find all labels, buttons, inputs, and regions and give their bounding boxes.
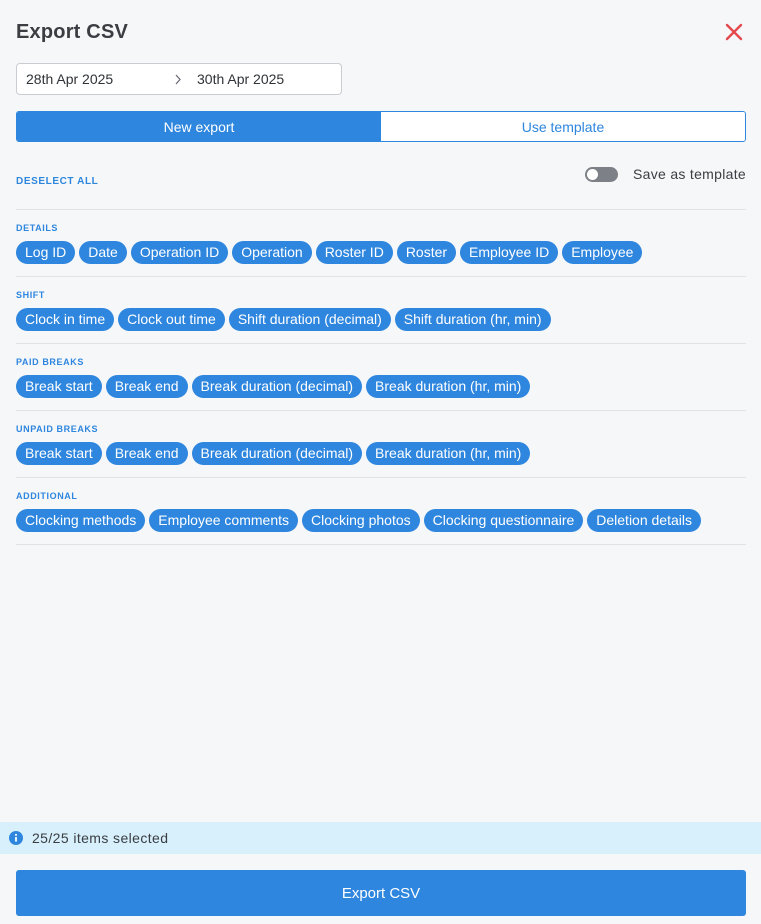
column-chip[interactable]: Employee comments (149, 509, 298, 532)
selection-status-bar (0, 822, 761, 854)
end-date[interactable]: 30th Apr 2025 (197, 71, 285, 87)
save-template-toggle[interactable] (585, 167, 618, 182)
deselect-all-button[interactable]: DESELECT ALL (16, 175, 99, 187)
chevron-right-icon (167, 74, 189, 85)
section-paid-breaks (16, 343, 746, 410)
modal-header (16, 18, 745, 46)
export-csv-button[interactable]: Export CSV (16, 870, 746, 916)
start-date[interactable]: 28th Apr 2025 (26, 71, 114, 87)
save-template-label: Save as template (633, 166, 746, 182)
section-title: DETAILS (16, 223, 59, 233)
section-additional (16, 477, 746, 545)
column-chip[interactable]: Operation ID (131, 241, 228, 264)
column-chip[interactable]: Log ID (16, 241, 75, 264)
column-chip[interactable]: Break duration (hr, min) (366, 375, 530, 398)
column-chip[interactable]: Break end (106, 375, 188, 398)
column-chip[interactable]: Employee ID (460, 241, 558, 264)
date-range-picker[interactable] (16, 63, 342, 95)
section-unpaid-breaks (16, 410, 746, 477)
selection-toolbar (16, 163, 746, 185)
chip-list (16, 442, 746, 465)
page-title: Export CSV (16, 20, 129, 43)
column-chip[interactable]: Break duration (decimal) (192, 375, 363, 398)
column-chip[interactable]: Break start (16, 442, 102, 465)
chip-list (16, 375, 746, 398)
column-chip[interactable]: Deletion details (587, 509, 701, 532)
section-title: SHIFT (16, 290, 45, 300)
section-title: PAID BREAKS (16, 357, 84, 367)
column-chip[interactable]: Clock in time (16, 308, 114, 331)
selected-count: 25/25 items selected (32, 830, 169, 846)
export-mode-tabs (16, 111, 746, 142)
close-icon (725, 23, 743, 41)
toggle-knob (587, 169, 598, 180)
section-title: ADDITIONAL (16, 491, 78, 501)
column-chip[interactable]: Clocking questionnaire (424, 509, 584, 532)
chip-list (16, 509, 746, 532)
column-chip[interactable]: Roster ID (316, 241, 393, 264)
column-chip[interactable]: Date (79, 241, 127, 264)
close-button[interactable] (721, 19, 747, 45)
column-chip[interactable]: Break duration (hr, min) (366, 442, 530, 465)
column-chip[interactable]: Roster (397, 241, 456, 264)
column-chip[interactable]: Shift duration (hr, min) (395, 308, 551, 331)
info-icon (9, 831, 23, 845)
tab-use-template[interactable]: Use template (381, 112, 745, 141)
section-shift (16, 276, 746, 343)
column-chip[interactable]: Employee (562, 241, 642, 264)
column-chip[interactable]: Break start (16, 375, 102, 398)
column-sections (16, 209, 746, 545)
column-chip[interactable]: Clock out time (118, 308, 225, 331)
save-template-control (585, 166, 746, 182)
column-chip[interactable]: Shift duration (decimal) (229, 308, 391, 331)
column-chip[interactable]: Clocking photos (302, 509, 420, 532)
tab-new-export[interactable]: New export (17, 112, 381, 141)
column-chip[interactable]: Clocking methods (16, 509, 145, 532)
column-chip[interactable]: Operation (232, 241, 311, 264)
column-chip[interactable]: Break duration (decimal) (192, 442, 363, 465)
chip-list (16, 241, 746, 264)
section-details (16, 209, 746, 276)
column-chip[interactable]: Break end (106, 442, 188, 465)
section-title: UNPAID BREAKS (16, 424, 99, 434)
chip-list (16, 308, 746, 331)
